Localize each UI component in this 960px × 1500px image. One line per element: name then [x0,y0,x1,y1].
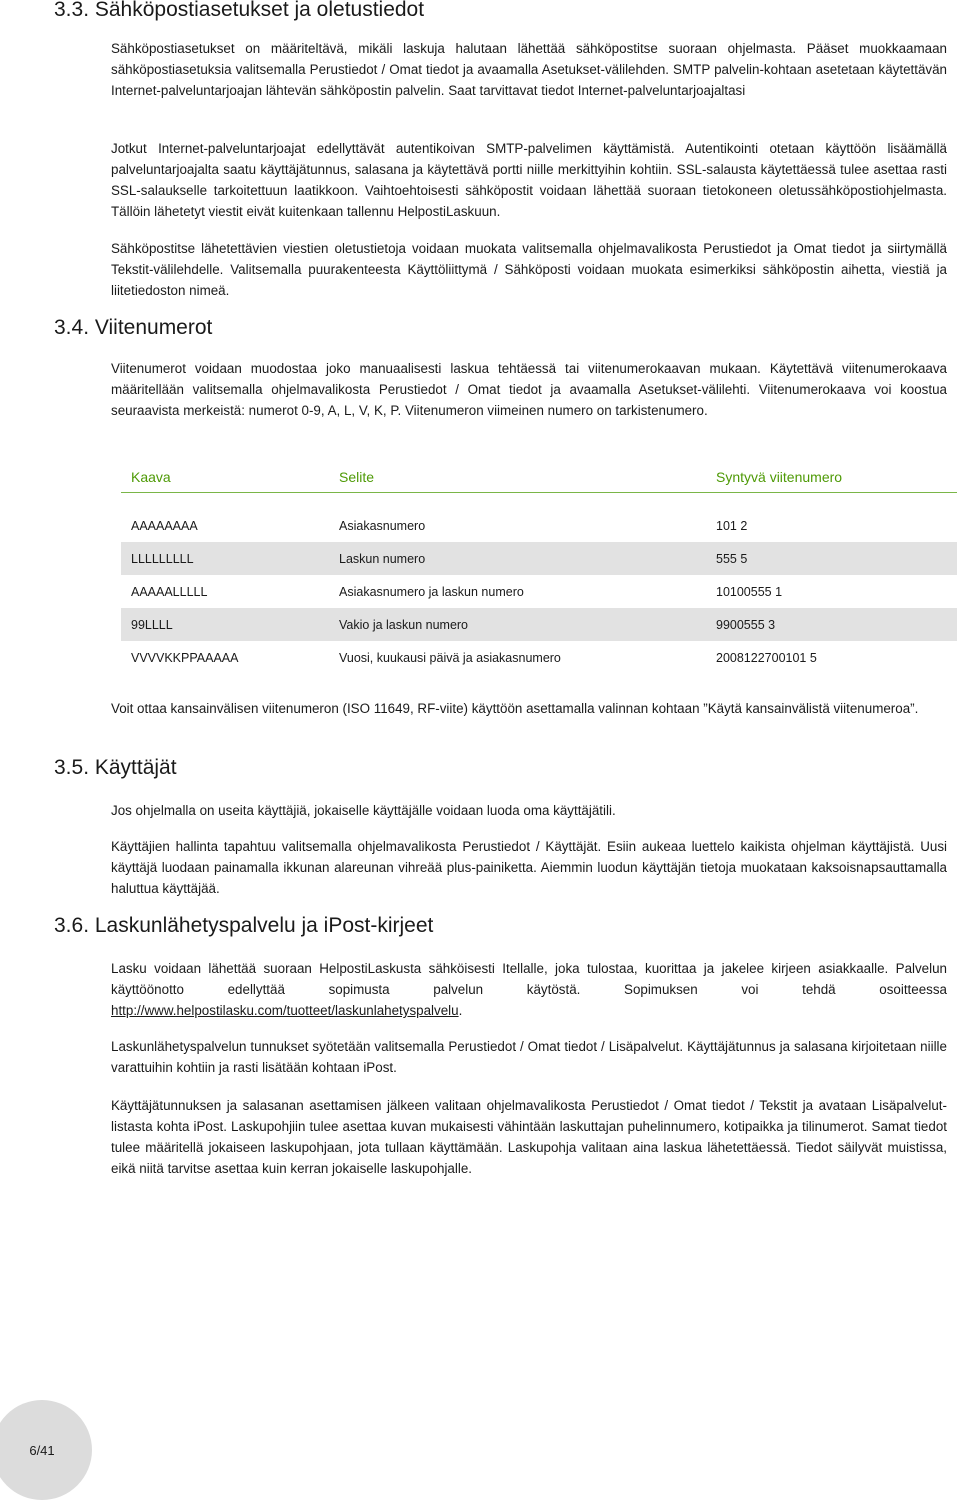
menu-reference-omat-tiedot: Omat tiedot [467,382,542,397]
result-cell: 10100555 1 [716,584,783,599]
text-run: ja [771,241,794,256]
menu-reference-lisapalvelut: Lisäpalvelut [608,1039,680,1054]
menu-reference-tekstit: Tekstit [111,262,149,277]
result-cell: 555 5 [706,542,957,575]
menu-reference-perustiedot: Perustiedot [591,1098,659,1113]
column-header-kaava: Kaava [131,469,171,485]
service-link[interactable]: http://www.helpostilasku.com/tuotteet/laskunlahetyspalvelu [111,1003,459,1018]
reference-formula-table [121,462,957,674]
menu-reference-kayttajat: Käyttäjät [545,839,598,854]
menu-reference-perustiedot: Perustiedot [448,1039,517,1054]
column-header-selite: Selite [339,469,375,485]
text-run: Laskunlähetyspalvelun tunnukset syötetään valitsemalla [111,1039,449,1054]
description-cell: Asiakasnumero ja laskun numero [339,584,524,599]
paragraph-3-3-email-settings [111,38,947,101]
text-run: Viitenumerot voidaan muodostaa joko manuaalisesti laskua tehtäessä tai viitenumerokaavan mukaan. Käytettävä viitenumerokaava määritellään valitsemalla ohjelmavalikosta [111,361,947,397]
text-run: voidaan muokata esimerkiksi sähköpostin aihetta, viestiä ja liitetiedoston nimeä. [111,262,948,298]
table-row [121,509,957,542]
table-row [121,542,957,575]
table-row [121,608,957,641]
text-run: . Käyttäjätunnus ja salasana kirjoitetaan niille varattuihin kohtiin ja rasti lisätään kohtaan iPost. [111,1039,947,1075]
result-cell: 2008122700101 5 [716,650,817,665]
table-row [121,641,957,674]
menu-reference-tekstit: Tekstit [759,1098,798,1113]
menu-reference-perustiedot: Perustiedot [703,241,772,256]
menu-reference-perustiedot: Perustiedot [378,382,447,397]
menu-reference-omat-tiedot: Omat tiedot [673,1098,745,1113]
description-cell: Asiakasnumero [339,518,426,533]
table-row [121,575,957,608]
text-run: ja avataan Lisäpalvelut-listasta kohta iPost. Laskupohjiin tulee asettaa kuvan mukaisesti vähintään laskuttajan puhelinnumero, kotipaikka ja tilinumerot. Samat tiedot tulee määritellä jokaiseen laskupohjaan, jota tullaan käyttämään. Laskupohja valitaan aina laskua lähetettäessä. Tiedot säilyvät muistissa, eikä niitä tarvitse asettaa kuin kerran jokaiselle laskupohjalle. [111,1098,947,1176]
column-header-syntyva-viitenumero: Syntyvä viitenumero [716,469,843,485]
text-run: / [658,1098,674,1113]
text-run: -välilehti. Viitenumerokaava voi koostua seuraavista merkeistä: numerot 0-9, A, L, V, K, P. Viitenumeron viimeinen numero on tarkistenumero. [111,382,947,418]
text-run: . Esiin aukeaa luettelo kaikista ohjelman käyttäjistä. Uusi käyttäjä luodaan painamalla ikkunan alareunan vihreää plus-painiketta. Aiemmin luodun käyttäjän tietoja muokataan kaksoisnapsauttamalla haluttua käyttäjää. [111,839,947,896]
text-run: Sähköpostiasetukset on määriteltävä, mikäli laskuja halutaan lähettää sähköpostitse suoraan ohjelmasta. Pääset muokkaamaan sähköpostiasetuksia valitsemalla [111,41,947,77]
formula-cell: VVVVKKPPAAAAA [131,650,239,665]
text-run: Lasku voidaan lähettää suoraan HelpostiLaskusta sähköisesti Itellalle, joka tulostaa, kuorittaa ja jakelee kirjeen asiakkaalle. Palvelun käyttöönotto edellyttää sopimusta palvelun käytöstä. Sopimuksen voi tehdä osoitteessa [111,961,947,997]
text-run: . [458,1003,463,1018]
page-number: 6/41 [29,1442,55,1458]
description-cell: Vuosi, kuukausi päivä ja asiakasnumero [339,650,561,665]
section-heading-3-4: 3.4. Viitenumerot [54,316,213,339]
formula-cell: 99LLLL [121,608,329,641]
text-run: / [530,839,546,854]
paragraph-3-6-sending-service [111,958,947,1021]
section-heading-3-6: 3.6. Laskunlähetyspalvelu ja iPost-kirjeet [54,914,434,937]
result-cell: 9900555 3 [706,608,957,641]
text-run: / [744,1098,760,1113]
paragraph-3-4-reference-numbers [111,358,947,421]
menu-reference-asetukset: Asetukset [638,382,698,397]
formula-cell: AAAAALLLLL [131,584,208,599]
section-heading-3-5: 3.5. Käyttäjät [54,756,177,779]
paragraph-3-5-user-accounts: Jos ohjelmalla on useita käyttäjiä, jokaiselle käyttäjälle voidaan luoda oma käyttäjätili. [111,803,616,818]
description-cell: Vakio ja laskun numero [329,608,706,641]
text-run: ja avaamalla [541,382,639,397]
paragraph-3-6-credentials [111,1036,947,1078]
text-run: / [516,1039,528,1054]
paragraph-3-3-default-texts [111,238,947,301]
text-run: ja siirtymällä [865,241,947,256]
text-run: -välilehden. SMTP palvelin-kohtaan asetetaan käytettävän Internet-palveluntarjoajan lähtevän sähköpostin palvelin. Saat tarvittavat tiedot Internet-palveluntarjoajaltasi [111,62,947,98]
menu-reference-sahkoposti: Sähköposti [504,262,571,277]
result-cell: 101 2 [716,518,748,533]
menu-reference-perustiedot: Perustiedot [309,62,378,77]
page-number-badge [0,1400,92,1500]
formula-cell: AAAAAAAA [131,518,198,533]
menu-reference-omat-tiedot: Omat tiedot [793,241,866,256]
text-run: / [377,62,390,77]
section-heading-3-3: 3.3. Sähköpostiasetukset ja oletustiedot [54,0,425,21]
text-run: Käyttäjätunnuksen ja salasanan asettamisen jälkeen valitaan ohjelmavalikosta [111,1098,592,1113]
text-run: Sähköpostitse lähetettävien viestien oletustietoja voidaan muokata valitsemalla ohjelmavalikosta [111,241,704,256]
text-run: ja avaamalla [458,62,542,77]
text-run: Käyttäjien hallinta tapahtuu valitsemalla ohjelmavalikosta [111,839,463,854]
menu-reference-omat-tiedot: Omat tiedot [389,62,459,77]
menu-reference-asetukset: Asetukset [541,62,601,77]
paragraph-3-5-user-management [111,836,947,899]
paragraph-3-4-international-reference: Voit ottaa kansainvälisen viitenumeron (ISO 11649, RF-viite) käyttöön asettamalla valinnan kohtaan ”Käytä kansainvälistä viitenumeroa”. [111,701,919,716]
menu-reference-omat-tiedot: Omat tiedot [527,1039,598,1054]
text-run: / [446,382,468,397]
menu-reference-perustiedot: Perustiedot [462,839,531,854]
text-run: / [487,262,505,277]
table-header-row [121,462,957,493]
text-run: -välilehdelle. Valitsemalla puurakenteesta [148,262,408,277]
menu-reference-kayttoliittyma: Käyttöliittymä [407,262,488,277]
formula-cell: LLLLLLLLL [121,542,329,575]
text-run: / [597,1039,609,1054]
description-cell: Laskun numero [329,542,706,575]
paragraph-3-3-smtp-auth: Jotkut Internet-palveluntarjoajat edellyttävät autentikoivan SMTP-palvelimen käyttämistä. Autentikointi otetaan käyttöön lisäämällä palveluntarjoajalta saatu käyttäjätunnus, salasana ja käytettävä portti niille merkittyihin kohtiin. SSL-salausta käytettäessä tulee asettaa rasti SSL-salaukselle tarkoitettuun laatikkoon. Vaihtoehtoisesti sähköpostit voidaan lähettää suoraan tietokoneen oletussähköpostiohjelmasta. Tällöin lähetetyt viestit eivät kuitenkaan tallennu HelpostiLaskuun. [111,141,947,219]
paragraph-3-6-ipost-settings [111,1095,947,1179]
